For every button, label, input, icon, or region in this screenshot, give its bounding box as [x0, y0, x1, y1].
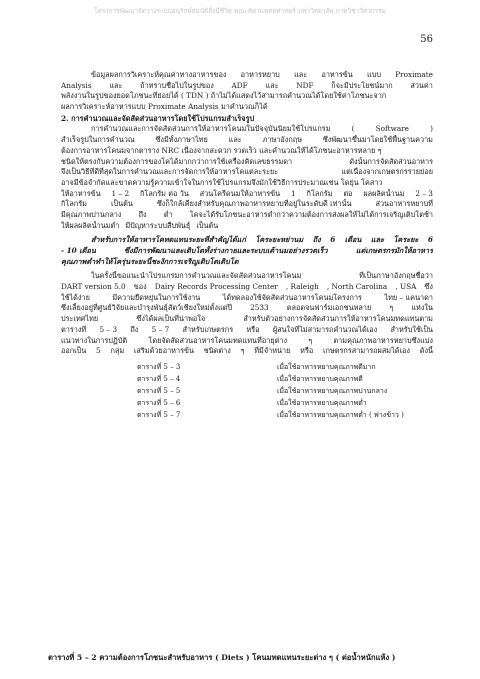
text-segment: ซึ่งมีการพัฒนาและเติบโตทั้งร่างกายและระบบเต้านมอย่างรวดเร็ว: [124, 246, 328, 255]
text-segment: ตามคุณภาพอาหารหยาบซึ่งแบ่ง: [333, 335, 433, 345]
text-line: [61, 246, 433, 257]
text-segment: ซึ่ง: [424, 282, 433, 292]
text-segment: และ: [370, 235, 385, 245]
text-line: [61, 199, 433, 210]
text-segment: ของ: [133, 282, 147, 292]
text-segment: ออกเป็น: [61, 346, 87, 356]
text-segment: ให้ผลผลิตน้ำนมต่ำ: [61, 220, 120, 230]
table-desc: เมื่อใช้อาหารหยาบคุณภาพต่ำ: [277, 398, 367, 407]
text-segment: โคระยะหย่านม: [255, 235, 304, 245]
text-segment: การคำนวณและการจัดสัดส่วนการให้อาหารโคนมในปัจจุบันนิยมใช้โปรแกรม: [91, 124, 331, 134]
text-line: [61, 124, 433, 135]
table-row: [61, 361, 433, 373]
text-segment: แต่เนื่องจากเกษตรกรรายย่อย: [341, 167, 433, 177]
text-segment: ใช้ได้ง่าย: [61, 292, 90, 302]
text-segment: และ: [109, 80, 123, 90]
text-segment: Dairy Records Processing Center: [154, 282, 278, 292]
text-segment: โคระยะ: [393, 235, 419, 245]
text-segment: ประเทศไทย: [61, 314, 99, 324]
text-line: [61, 157, 433, 168]
text-segment: 5 – 3: [99, 324, 118, 334]
text-segment: ถึง: [138, 209, 147, 219]
text-segment: ดังนั้นการจัดสัดส่วนอาหาร: [349, 156, 433, 166]
text-segment: ๆ: [389, 303, 394, 313]
text-line: [61, 293, 433, 304]
paragraph-1: [61, 70, 433, 113]
text-segment: , USA: [395, 282, 417, 292]
text-line: [61, 91, 433, 102]
text-segment: Software: [375, 124, 410, 134]
text-segment: ที่เป็นภาษาอังกฤษชื่อว่า: [359, 271, 433, 281]
text-segment: ถึง: [312, 235, 321, 245]
table-ref: ตารางที่ 5 – 6: [137, 398, 181, 407]
text-segment: ตลอดจนฟาร์มเอกชนหลาย: [286, 303, 372, 313]
text-segment: 1: [291, 188, 296, 198]
table-list: [61, 361, 433, 421]
text-line: [61, 235, 433, 246]
text-segment: พลังงานในรูปของยอดโภชนะที่ย่อยได้ ( TDN ) ถ้าไม่ได้แสดงไว้สามารถคำนวณได้โดยใช้ค่าโภชนะจาก: [61, 91, 387, 101]
section-heading: 2. การคำนวณและจัดสัดส่วนอาหารโดยใช้โปรแกรมสำเร็จรูป: [61, 113, 255, 123]
text-segment: ซึ่งเลี้ยงอยู่ที่ศูนย์วิจัยและบำรุงพันธุ์สัตว์เชียงใหม่ตั้งแต่ปี: [61, 303, 233, 313]
text-line: [61, 70, 433, 81]
text-segment: ได้ทดลองใช้จัดสัดส่วนอาหารโคนมโครงการ: [222, 292, 362, 302]
text-segment: ซึ่งก็ใกล้เคียงสำหรับคุณภาพอาหารหยาบที่อยู่ในระดับดี เท่านั้น: [156, 199, 352, 209]
text-segment: ในครั้งนี้ขอแนะนำโปรแกรมการคำนวณและจัดสัดส่วนอาหารโคนม: [91, 271, 302, 281]
text-segment: อาหารหยาบ: [240, 70, 280, 79]
text-line: [61, 336, 433, 347]
text-segment: อาหารข้น: [321, 70, 353, 79]
text-line: [61, 271, 433, 282]
text-segment: Proximate: [395, 70, 433, 79]
text-segment: DART version 5.0: [61, 282, 126, 292]
text-segment: แบบ: [367, 70, 381, 79]
text-line: [61, 303, 433, 314]
text-segment: ซึ่งได้ผลเป็นที่น่าพอใจ: [136, 314, 206, 324]
text-line: [61, 325, 433, 336]
text-segment: - 10 เดือน: [61, 246, 96, 255]
text-segment: หรือ: [246, 324, 260, 334]
text-segment: ต่อ: [343, 188, 353, 198]
text-segment: ดังนี้: [419, 346, 433, 356]
text-segment: ตารางที่: [61, 324, 87, 334]
text-line: [61, 210, 433, 221]
text-segment: ผลการวิเคราะห์อาหารแบบ Proximate Analysis มาคำนวณก็ได้: [61, 102, 268, 112]
text-segment: เป็นต้น: [196, 220, 219, 230]
text-segment: ข้อมูลผลการวิเคราะห์คุณค่าทางอาหารของ: [91, 70, 227, 79]
text-line: [61, 189, 433, 200]
text-segment: สำหรับตัวอย่างการจัดสัดส่วนการให้อาหารโคนมทดแทนตาม: [243, 314, 433, 324]
text-segment: 1 – 2: [111, 188, 130, 198]
table-row: [61, 409, 433, 421]
table-row: [61, 385, 433, 397]
text-segment: 6: [427, 235, 433, 245]
text-segment: (: [351, 124, 355, 134]
table-ref: ตารางที่ 5 – 7: [137, 410, 181, 419]
text-segment: 2533: [250, 303, 269, 313]
text-segment: ต่ำ: [163, 209, 173, 219]
text-line: [61, 102, 433, 113]
text-segment: กิโลกรัม: [61, 199, 87, 209]
text-segment: , North Carolina: [326, 282, 388, 292]
text-segment: NDF: [296, 80, 314, 90]
table-caption: ตารางที่ 5 – 2 ความต้องการโภชนะสำหรับอาหาร ( Diets ) โคนมทดแทนระยะต่าง ๆ ( ต่อน้ำหนักแห้ง ): [48, 653, 396, 662]
text-line: [61, 178, 433, 189]
text-segment: หรือ: [300, 346, 314, 356]
table-desc: เมื่อใช้อาหารหยาบคุณภาพต่ำ ( ฟางข้าว ): [277, 410, 404, 419]
text-segment: โคจะได้รับโภชนะอาหารต่ำกว่าความต้องการส่งผลให้ไม่ได้การเจริญเติบโตช้า: [189, 209, 433, 219]
text-line: [61, 314, 433, 325]
text-segment: เดือน: [344, 235, 362, 245]
text-segment: โดยจัดสัดส่วนอาหารโคนมทดแทนที่อายุต่าง: [148, 335, 288, 345]
text-segment: สำหรับใช้เป็น: [390, 324, 433, 334]
text-line: [61, 282, 433, 293]
text-segment: ส่วนโครีดนมให้อาหารข้น: [199, 188, 281, 198]
text-segment: และ: [228, 135, 242, 145]
text-segment: ): [430, 124, 433, 134]
table-desc: เมื่อใช้อาหารหยาบคุณภาพดี: [277, 374, 363, 383]
document-body: [61, 70, 433, 421]
text-segment: ๆ: [308, 335, 313, 345]
text-segment: สำเร็จรูปในการคำนวณ: [61, 135, 135, 145]
emphasis-paragraph: [61, 235, 433, 267]
text-segment: กลุ่ม: [110, 346, 125, 356]
text-line: [61, 135, 433, 146]
text-segment: ซึ่งมีทั้งภาษาไทย: [155, 135, 208, 145]
text-segment: ชนิดต่าง: [203, 346, 231, 356]
text-segment: ชนิดให้ตรงกับความต้องการของโคได้มากกว่าการใช้เครื่องคิดเลขธรรมดา: [61, 156, 293, 166]
text-segment: ที่มีจำหน่าย: [254, 346, 291, 356]
text-segment: กิโลกรัม ต่อ วัน: [139, 188, 189, 198]
text-segment: มีปัญหาระบบสืบพันธุ์: [125, 220, 191, 230]
text-segment: Analysis: [61, 80, 92, 90]
text-segment: เสริมด้วยอาหารข้น: [133, 346, 194, 356]
text-segment: ซึ่งพัฒนาขึ้นมาโดยใช้พื้นฐานความ: [322, 135, 433, 145]
text-segment: มีความยืดหยุ่นในการใช้งาน: [112, 292, 201, 302]
page-number: 56: [420, 34, 433, 45]
text-line: [61, 346, 433, 357]
text-segment: 5 – 7: [151, 324, 170, 334]
text-segment: คุณภาพต่ำทำให้โครุ่นระยะนี้ชะงักการเจริญเติบโตเติบโต: [61, 256, 239, 266]
text-segment: เกษตรกรสามารถผสมได้เอง: [323, 346, 410, 356]
text-line: [61, 167, 433, 178]
table-row: [61, 373, 433, 385]
text-segment: 5: [96, 346, 101, 356]
text-segment: , Raleigh: [285, 282, 319, 292]
text-segment: ภาษาอังกฤษ: [262, 135, 302, 145]
table-ref: ตารางที่ 5 – 4: [137, 374, 181, 383]
text-segment: ถึง: [130, 324, 139, 334]
table-ref: ตารางที่ 5 – 3: [137, 362, 181, 371]
watermark: โครงการพัฒนาจัดวางระบบอนุรักษ์สมบัติสิ่งมีชีวิต คณะสัตวแพทยศาสตร์ มหาวิทยาลัย ภาควิชาวิศวกรรม: [94, 7, 386, 15]
text-segment: ส่วนอาหารหยาบที่: [375, 199, 433, 209]
paragraph-2: [61, 124, 433, 231]
text-line: [61, 81, 433, 92]
text-segment: 2 – 3: [415, 188, 433, 198]
text-segment: ก็จะมีประโยชน์มาก: [331, 80, 393, 90]
table-desc: เมื่อใช้อาหารหยาบคุณภาพปานกลาง: [277, 386, 388, 395]
text-segment: ADF: [231, 80, 248, 90]
text-segment: จึงเป็นวิธีที่ดีที่สุดในการคำนวณและการจัดการให้อาหารโคแต่ละระยะ: [61, 167, 279, 177]
text-segment: กิโลกรัม: [306, 188, 333, 198]
text-segment: แนวทางในการปฏิบัติ: [61, 335, 128, 345]
text-segment: ไทย – แคนาดา: [384, 292, 433, 302]
text-segment: ผลผลิตน้ำนม: [363, 188, 405, 198]
text-segment: 6: [330, 235, 336, 245]
text-segment: สำหรับเกษตรกร: [182, 324, 234, 334]
text-line: [61, 146, 433, 157]
text-segment: ผู้สนใจที่ไม่สามารถคำนวณได้เอง: [272, 324, 378, 334]
text-line: [61, 257, 433, 268]
text-segment: สำหรับการให้อาหารโคทดแทนระยะที่สำคัญได้แก่: [91, 235, 246, 245]
table-ref: ตารางที่ 5 – 5: [137, 386, 181, 395]
text-segment: ต้องการอาหารโคนมจากตาราง NRC เนื่องจากสะดวก รวดเร็ว และคำนวณให้ได้โภชนะอาหารหลาย ๆ: [61, 145, 382, 155]
text-segment: มีคุณภาพปานกลาง: [61, 209, 122, 219]
text-segment: ๆ: [240, 346, 245, 356]
text-segment: ถ้าทราบชื่อไปในรูปของ: [140, 80, 214, 90]
paragraph-3: [61, 271, 433, 357]
text-segment: แต่เกษตรกรมักให้อาหาร: [355, 246, 433, 255]
text-segment: ส่วนค่า: [410, 80, 433, 90]
text-line: [61, 221, 433, 232]
text-segment: และ: [294, 70, 308, 79]
text-segment: เป็นต้น: [110, 199, 133, 209]
table-desc: เมื่อใช้อาหารหยาบคุณภาพดีมาก: [277, 362, 376, 371]
text-segment: แห่งใน: [411, 303, 433, 313]
text-segment: และ: [265, 80, 279, 90]
table-row: [61, 397, 433, 409]
text-segment: อาจมีข้อจำกัดและขาดความรู้ความเข้าใจในการใช้โปรแกรมจึงมักใช้วิธีการประมาณเช่น โดยุ่น โคสาว: [61, 177, 383, 187]
text-segment: ให้อาหารข้น: [61, 188, 101, 198]
